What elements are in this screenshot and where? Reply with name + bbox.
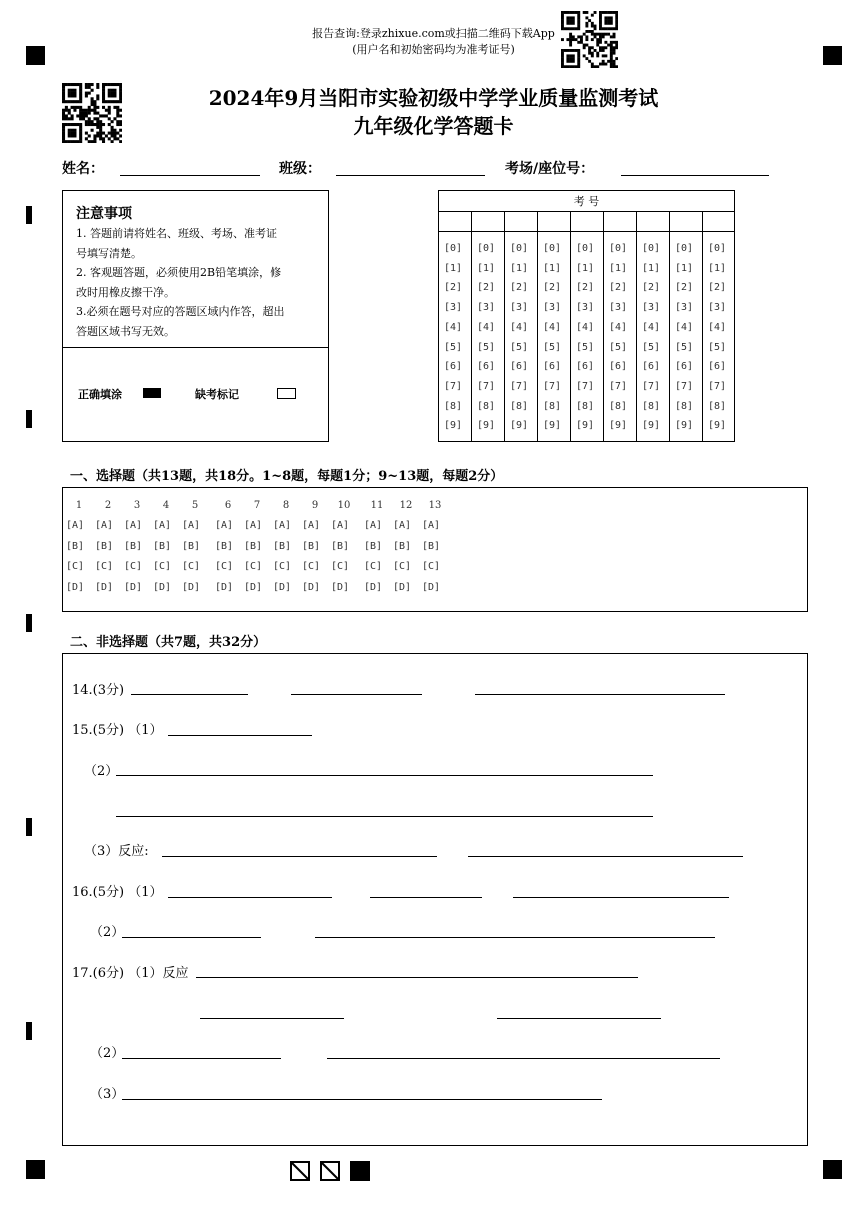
choice-bubble[interactable]: [A]	[273, 520, 292, 531]
exam-digit-bubble[interactable]: [8]	[675, 400, 694, 412]
exam-digit-bubble[interactable]: [8]	[477, 400, 496, 412]
exam-digit-bubble[interactable]: [6]	[609, 361, 628, 373]
choice-bubble[interactable]: [C]	[66, 561, 85, 573]
timing-mark	[26, 818, 32, 836]
q17-label: 17.(6分) （1）反应	[72, 966, 189, 981]
choice-bubble[interactable]: [A]	[153, 520, 172, 531]
question-number: 1	[75, 500, 83, 511]
choice-bubble[interactable]: [C]	[124, 561, 143, 573]
name-label: 姓名：	[62, 161, 104, 177]
exam-digit-bubble[interactable]: [0]	[510, 243, 529, 254]
answer-line[interactable]	[196, 977, 638, 978]
exam-digit-bubble[interactable]: [2]	[642, 282, 661, 294]
exam-digit-bubble[interactable]: [6]	[642, 361, 661, 373]
notice-line: 3.必须在题号对应的答题区域内作答，超出	[76, 305, 285, 318]
section2-title: 二、非选择题（共7题，共32分）	[70, 635, 267, 650]
exam-digit-bubble[interactable]: [0]	[477, 243, 496, 254]
exam-digit-bubble[interactable]: [8]	[708, 400, 727, 412]
class-field[interactable]	[336, 175, 485, 176]
exam-digit-bubble[interactable]: [8]	[444, 400, 463, 412]
q15-part3-label: （3）反应:	[84, 844, 149, 859]
question-number: 6	[224, 500, 232, 511]
question-number: 2	[104, 500, 112, 511]
exam-digit-bubble[interactable]: [4]	[477, 321, 496, 333]
choice-bubble[interactable]: [C]	[215, 561, 234, 573]
notice-title: 注意事项	[76, 206, 132, 222]
q16-label: 16.(5分) （1）	[72, 885, 163, 900]
exam-digit-bubble[interactable]: [1]	[510, 262, 529, 274]
choice-bubble[interactable]: [B]	[273, 540, 292, 552]
exam-digit-bubble[interactable]: [0]	[444, 243, 463, 254]
answer-line[interactable]	[168, 897, 332, 898]
choice-bubble[interactable]: [D]	[422, 582, 441, 594]
exam-digit-bubble[interactable]: [1]	[444, 262, 463, 274]
exam-digit-bubble[interactable]: [1]	[642, 262, 661, 274]
choice-bubble[interactable]: [D]	[153, 582, 172, 594]
seat-label: 考场/座位号：	[505, 161, 595, 177]
exam-digit-bubble[interactable]: [9]	[708, 420, 727, 432]
exam-digit-bubble[interactable]: [6]	[543, 361, 562, 373]
choice-bubble[interactable]: [D]	[393, 582, 412, 594]
exam-digit-bubble[interactable]: [7]	[543, 380, 562, 392]
absent-mark-checkbox[interactable]	[277, 388, 296, 399]
answer-line[interactable]	[116, 775, 653, 776]
exam-digit-bubble[interactable]: [7]	[576, 380, 595, 392]
answer-line[interactable]	[468, 856, 743, 857]
name-field[interactable]	[120, 175, 260, 176]
choice-bubble[interactable]: [A]	[393, 520, 412, 531]
choice-bubble[interactable]: [B]	[95, 540, 114, 552]
exam-digit-bubble[interactable]: [2]	[543, 282, 562, 294]
answer-line[interactable]	[122, 1058, 281, 1059]
answer-line[interactable]	[116, 816, 653, 817]
exam-digit-bubble[interactable]: [6]	[444, 361, 463, 373]
choice-bubble[interactable]: [C]	[153, 561, 172, 573]
exam-digit-bubble[interactable]: [5]	[642, 341, 661, 353]
choice-bubble[interactable]: [A]	[95, 520, 114, 531]
corner-mark-bottom-right	[823, 1160, 842, 1179]
exam-digit-bubble[interactable]: [7]	[444, 380, 463, 392]
choice-bubble[interactable]: [B]	[182, 540, 201, 552]
choice-bubble[interactable]: [B]	[153, 540, 172, 552]
exam-digit-bubble[interactable]: [1]	[543, 262, 562, 274]
exam-digit-bubble[interactable]: [0]	[642, 243, 661, 254]
question-number: 12	[399, 500, 413, 511]
answer-line[interactable]	[327, 1058, 720, 1059]
exam-digit-bubble[interactable]: [7]	[510, 380, 529, 392]
answer-line[interactable]	[131, 694, 248, 695]
choice-bubble[interactable]: [C]	[95, 561, 114, 573]
exam-number-title: 考 号	[573, 195, 600, 208]
exam-digit-bubble[interactable]: [9]	[576, 420, 595, 432]
correct-fill-label: 正确填涂	[78, 388, 122, 401]
exam-digit-bubble[interactable]: [1]	[675, 262, 694, 274]
choice-bubble[interactable]: [A]	[182, 520, 201, 531]
choice-bubble[interactable]: [A]	[66, 520, 85, 531]
answer-line[interactable]	[315, 937, 715, 938]
class-label: 班级：	[279, 161, 321, 177]
answer-line[interactable]	[513, 897, 729, 898]
exam-digit-bubble[interactable]: [3]	[609, 302, 628, 314]
notice-divider	[62, 347, 329, 348]
exam-digit-bubble[interactable]: [6]	[576, 361, 595, 373]
exam-digit-bubble[interactable]: [8]	[543, 400, 562, 412]
exam-digit-bubble[interactable]: [1]	[477, 262, 496, 274]
report-query-text: 报告查询:登录zhixue.com或扫描二维码下载App	[312, 27, 555, 40]
absent-mark-label: 缺考标记	[195, 388, 239, 401]
exam-digit-bubble[interactable]: [7]	[609, 380, 628, 392]
section1-title: 一、选择题（共13题，共18分。1~8题，每题1分；9~13题，每题2分）	[70, 469, 504, 484]
exam-digit-bubble[interactable]: [3]	[708, 302, 727, 314]
choice-bubble[interactable]: [B]	[422, 540, 441, 552]
choice-bubble[interactable]: [C]	[393, 561, 412, 573]
exam-digit-bubble[interactable]: [3]	[477, 302, 496, 314]
choice-bubble[interactable]: [A]	[215, 520, 234, 531]
choice-bubble[interactable]: [C]	[302, 561, 321, 573]
choice-bubble[interactable]: [C]	[244, 561, 263, 573]
exam-digit-bubble[interactable]: [9]	[510, 420, 529, 432]
choice-bubble[interactable]: [B]	[66, 540, 85, 552]
exam-digit-bubble[interactable]: [4]	[510, 321, 529, 333]
exam-digit-bubble[interactable]: [4]	[708, 321, 727, 333]
choice-bubble[interactable]: [A]	[244, 520, 263, 531]
choice-bubble[interactable]: [A]	[302, 520, 321, 531]
choice-bubble[interactable]: [D]	[273, 582, 292, 594]
exam-digit-bubble[interactable]: [9]	[675, 420, 694, 432]
exam-digit-bubble[interactable]: [3]	[675, 302, 694, 314]
choice-bubble[interactable]: [C]	[422, 561, 441, 573]
exam-digit-bubble[interactable]: [6]	[675, 361, 694, 373]
q14-label: 14.(3分)	[72, 683, 125, 698]
answer-line[interactable]	[291, 694, 422, 695]
exam-digit-bubble[interactable]: [8]	[642, 400, 661, 412]
exam-digit-bubble[interactable]: [9]	[477, 420, 496, 432]
question-number: 7	[253, 500, 261, 511]
choice-bubble[interactable]: [B]	[331, 540, 350, 552]
exam-digit-bubble[interactable]: [0]	[675, 243, 694, 254]
question-number: 13	[428, 500, 442, 511]
choice-bubble[interactable]: [A]	[331, 520, 350, 531]
exam-digit-bubble[interactable]: [2]	[609, 282, 628, 294]
exam-digit-bubble[interactable]: [2]	[510, 282, 529, 294]
exam-digit-bubble[interactable]: [9]	[444, 420, 463, 432]
exam-digit-bubble[interactable]: [2]	[576, 282, 595, 294]
exam-digit-bubble[interactable]: [4]	[642, 321, 661, 333]
exam-digit-bubble[interactable]: [7]	[675, 380, 694, 392]
page-subtitle: 九年级化学答题卡	[353, 114, 514, 138]
exam-digit-bubble[interactable]: [0]	[576, 243, 595, 254]
timing-mark	[26, 1022, 32, 1040]
question-number: 3	[133, 500, 141, 511]
exam-digit-bubble[interactable]: [3]	[642, 302, 661, 314]
crossed-box-icon	[320, 1161, 340, 1181]
exam-digit-bubble[interactable]: [1]	[609, 262, 628, 274]
crossed-box-icon	[290, 1161, 310, 1181]
exam-digit-bubble[interactable]: [1]	[576, 262, 595, 274]
choice-bubble[interactable]: [A]	[124, 520, 143, 531]
exam-digit-bubble[interactable]: [5]	[477, 341, 496, 353]
exam-digit-bubble[interactable]: [2]	[708, 282, 727, 294]
exam-digit-bubble[interactable]: [8]	[510, 400, 529, 412]
choice-bubble[interactable]: [D]	[244, 582, 263, 594]
choice-bubble[interactable]: [B]	[302, 540, 321, 552]
answer-line[interactable]	[168, 735, 312, 736]
exam-digit-bubble[interactable]: [3]	[444, 302, 463, 314]
exam-digit-bubble[interactable]: [0]	[708, 243, 727, 254]
q17-part2-label: （2）	[90, 1046, 125, 1061]
choice-bubble[interactable]: [D]	[124, 582, 143, 594]
choice-bubble[interactable]: [D]	[66, 582, 85, 594]
notice-line: 改时用橡皮擦干净。	[76, 286, 175, 299]
exam-digit-bubble[interactable]: [5]	[609, 341, 628, 353]
exam-digit-bubble[interactable]: [5]	[675, 341, 694, 353]
answer-line[interactable]	[370, 897, 482, 898]
choice-bubble[interactable]: [B]	[393, 540, 412, 552]
notice-line: 号填写清楚。	[76, 247, 142, 260]
exam-digit-bubble[interactable]: [9]	[609, 420, 628, 432]
choice-bubble[interactable]: [B]	[244, 540, 263, 552]
exam-digit-bubble[interactable]: [5]	[510, 341, 529, 353]
exam-digit-bubble[interactable]: [4]	[444, 321, 463, 333]
q15-part2-label: （2）	[84, 764, 119, 779]
exam-digit-bubble[interactable]: [4]	[543, 321, 562, 333]
exam-digit-bubble[interactable]: [5]	[576, 341, 595, 353]
exam-digit-bubble[interactable]: [6]	[510, 361, 529, 373]
choice-bubble[interactable]: [A]	[364, 520, 383, 531]
q17-part3-label: （3）	[90, 1087, 125, 1102]
answer-line[interactable]	[200, 1018, 344, 1019]
choice-bubble[interactable]: [C]	[273, 561, 292, 573]
exam-digit-bubble[interactable]: [5]	[708, 341, 727, 353]
question-number: 10	[337, 500, 351, 511]
exam-digit-bubble[interactable]: [9]	[642, 420, 661, 432]
exam-digit-bubble[interactable]: [1]	[708, 262, 727, 274]
q15-label: 15.(5分) （1）	[72, 723, 163, 738]
answer-line[interactable]	[122, 1099, 602, 1100]
choice-bubble[interactable]: [C]	[331, 561, 350, 573]
exam-digit-bubble[interactable]: [3]	[510, 302, 529, 314]
choice-bubble[interactable]: [D]	[215, 582, 234, 594]
choice-bubble[interactable]: [D]	[364, 582, 383, 594]
choice-bubble[interactable]: [C]	[364, 561, 383, 573]
exam-digit-bubble[interactable]: [6]	[708, 361, 727, 373]
exam-digit-bubble[interactable]: [5]	[543, 341, 562, 353]
choice-bubble[interactable]: [D]	[182, 582, 201, 594]
choice-bubble[interactable]: [C]	[182, 561, 201, 573]
timing-mark	[26, 410, 32, 428]
timing-mark	[26, 206, 32, 224]
exam-digit-bubble[interactable]: [2]	[675, 282, 694, 294]
seat-field[interactable]	[621, 175, 769, 176]
exam-digit-bubble[interactable]: [4]	[609, 321, 628, 333]
page-title: 2024年9月当阳市实验初级中学学业质量监测考试	[208, 86, 659, 110]
exam-digit-bubble[interactable]: [3]	[543, 302, 562, 314]
q16-part2-label: （2）	[90, 925, 125, 940]
choice-bubble[interactable]: [D]	[95, 582, 114, 594]
exam-digit-bubble[interactable]: [3]	[576, 302, 595, 314]
notice-line: 1. 答题前请将姓名、班级、考场、准考证	[76, 227, 277, 240]
filled-box-icon	[350, 1161, 370, 1181]
exam-digit-bubble[interactable]: [8]	[609, 400, 628, 412]
exam-digit-bubble[interactable]: [9]	[543, 420, 562, 432]
choice-bubble[interactable]: [A]	[422, 520, 441, 531]
open-answer-area	[62, 653, 808, 1146]
answer-line[interactable]	[475, 694, 725, 695]
question-number: 8	[282, 500, 290, 511]
exam-digit-bubble[interactable]: [0]	[543, 243, 562, 254]
answer-line[interactable]	[162, 856, 437, 857]
question-number: 9	[311, 500, 319, 511]
notice-line: 答题区域书写无效。	[76, 325, 175, 338]
choice-bubble[interactable]: [B]	[364, 540, 383, 552]
credential-note: (用户名和初始密码均为准考证号)	[352, 43, 515, 56]
corner-mark-bottom-left	[26, 1160, 45, 1179]
exam-digit-bubble[interactable]: [2]	[477, 282, 496, 294]
question-number: 4	[162, 500, 170, 511]
correct-fill-sample	[143, 388, 161, 398]
choice-bubble[interactable]: [D]	[331, 582, 350, 594]
question-number: 5	[191, 500, 199, 511]
choice-bubble[interactable]: [B]	[215, 540, 234, 552]
choice-bubble[interactable]: [D]	[302, 582, 321, 594]
exam-digit-bubble[interactable]: [4]	[675, 321, 694, 333]
answer-line[interactable]	[497, 1018, 661, 1019]
timing-mark	[26, 614, 32, 632]
exam-digit-bubble[interactable]: [5]	[444, 341, 463, 353]
exam-digit-bubble[interactable]: [4]	[576, 321, 595, 333]
exam-digit-bubble[interactable]: [6]	[477, 361, 496, 373]
exam-digit-bubble[interactable]: [7]	[642, 380, 661, 392]
notice-line: 2. 客观题答题，必须使用2B铅笔填涂，修	[76, 266, 282, 279]
exam-digit-bubble[interactable]: [2]	[444, 282, 463, 294]
exam-digit-bubble[interactable]: [7]	[477, 380, 496, 392]
question-number: 11	[370, 500, 384, 511]
exam-digit-bubble[interactable]: [7]	[708, 380, 727, 392]
exam-digit-bubble[interactable]: [0]	[609, 243, 628, 254]
answer-line[interactable]	[122, 937, 261, 938]
exam-digit-bubble[interactable]: [8]	[576, 400, 595, 412]
choice-bubble[interactable]: [B]	[124, 540, 143, 552]
